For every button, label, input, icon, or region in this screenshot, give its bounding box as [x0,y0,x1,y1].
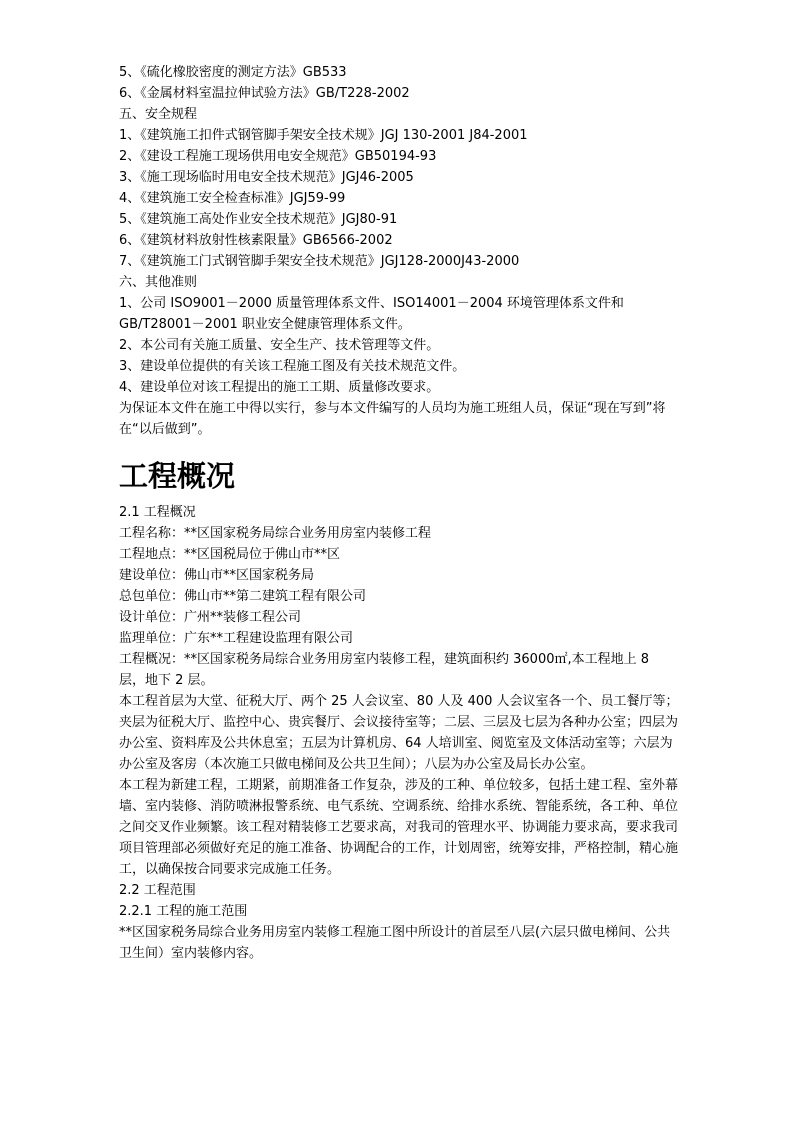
text-line: 1、《建筑施工扣件式钢管脚手架安全技术规》JGJ 130-2001 J84-2001 [119,128,528,143]
subsection-title: 2.2 工程范围 [119,883,196,898]
section-heading: 六、其他准则 [119,275,198,290]
text-line: 建设单位：佛山市**区国家税务局 [119,568,315,583]
text-line: 3、建设单位提供的有关该工程施工图及有关技术规范文件。 [119,359,466,374]
chapter-title: 工程概况 [119,459,236,493]
subsection-title: 2.1 工程概况 [119,505,196,520]
text-line: 2、《建设工程施工现场供用电安全规范》GB50194-93 [119,149,437,164]
text-line: 设计单位：广州**装修工程公司 [119,610,302,625]
text-line: 总包单位：佛山市**第二建筑工程有限公司 [119,589,367,604]
text-line: 4、建设单位对该工程提出的施工工期、质量修改要求。 [119,380,440,395]
text-line: 6、《建筑材料放射性核素限量》GB6566-2002 [119,233,393,248]
paragraph-iso: 1、公司 ISO9001－2000 质量管理体系文件、ISO14001－2004 环境管理体系文件和 GB/T28001－2001 职业安全健康管理体系文件。 [119,296,624,332]
document-page [119,62,679,964]
text-line: 7、《建筑施工门式钢管脚手架安全技术规范》JGJ128-2000J43-2000 [119,254,520,269]
text-line: 工程名称：**区国家税务局综合业务用房室内装修工程 [119,526,432,541]
paragraph-new-project: 本工程为新建工程，工期紧，前期准备工作复杂，涉及的工种、单位较多，包括土建工程、室外幕墙、室内装修、消防喷淋报警系统、电气系统、空调系统、给排水系统、智能系统，各工种、单位之间交叉作业频繁。该工程对精装修工艺要求高，对我司的管理水平、协调能力要求高，要求我司项目管理部必须做好充足的施工准备、协调配合的工作，计划周密，统筹安排，严格控制，精心施工，以确保按合同要求完成施工任务。 [119,778,679,877]
text-line: 6、《金属材料室温拉伸试验方法》GB/T228-2002 [119,86,410,101]
text-line: 4、《建筑施工安全检查标准》JGJ59-99 [119,191,346,206]
text-line: 2、本公司有关施工质量、安全生产、技术管理等文件。 [119,338,440,353]
paragraph-overview: 工程概况：**区国家税务局综合业务用房室内装修工程，建筑面积约 36000㎡,本工程地上 8 层，地下 2 层。 [119,652,650,688]
text-line: 监理单位：广东**工程建设监理有限公司 [119,631,354,646]
subsection-title: 2.2.1 工程的施工范围 [119,904,248,919]
paragraph-scope: **区国家税务局综合业务用房室内装修工程施工图中所设计的首层至八层(六层只做电梯间、公共卫生间）室内装修内容。 [119,925,671,961]
text-line: 3、《施工现场临时用电安全技术规范》JGJ46-2005 [119,170,414,185]
text-line: 5、《建筑施工高处作业安全技术规范》JGJ80-91 [119,212,398,227]
section-heading: 五、安全规程 [119,107,198,122]
text-line: 5、《硫化橡胶密度的测定方法》GB533 [119,65,347,80]
paragraph-floors: 本工程首层为大堂、征税大厅、两个 25 人会议室、80 人及 400 人会议室各一个、员工餐厅等；夹层为征税大厅、监控中心、贵宾餐厅、会议接待室等；二层、三层及七层为各种办公室；四层为办公室、资料库及公共休息室；五层为计算机房、64 人培训室、阅览室及文体活动室等；六层为办公室及客房（本次施工只做电梯间及公共卫生间）；八层为办公室及局长办公室。 [119,694,679,772]
text-line: 工程地点：**区国税局位于佛山市**区 [119,547,341,562]
paragraph-guarantee: 为保证本文件在施工中得以实行，参与本文件编写的人员均为施工班组人员，保证“现在写到”将在“以后做到”。 [119,401,666,437]
